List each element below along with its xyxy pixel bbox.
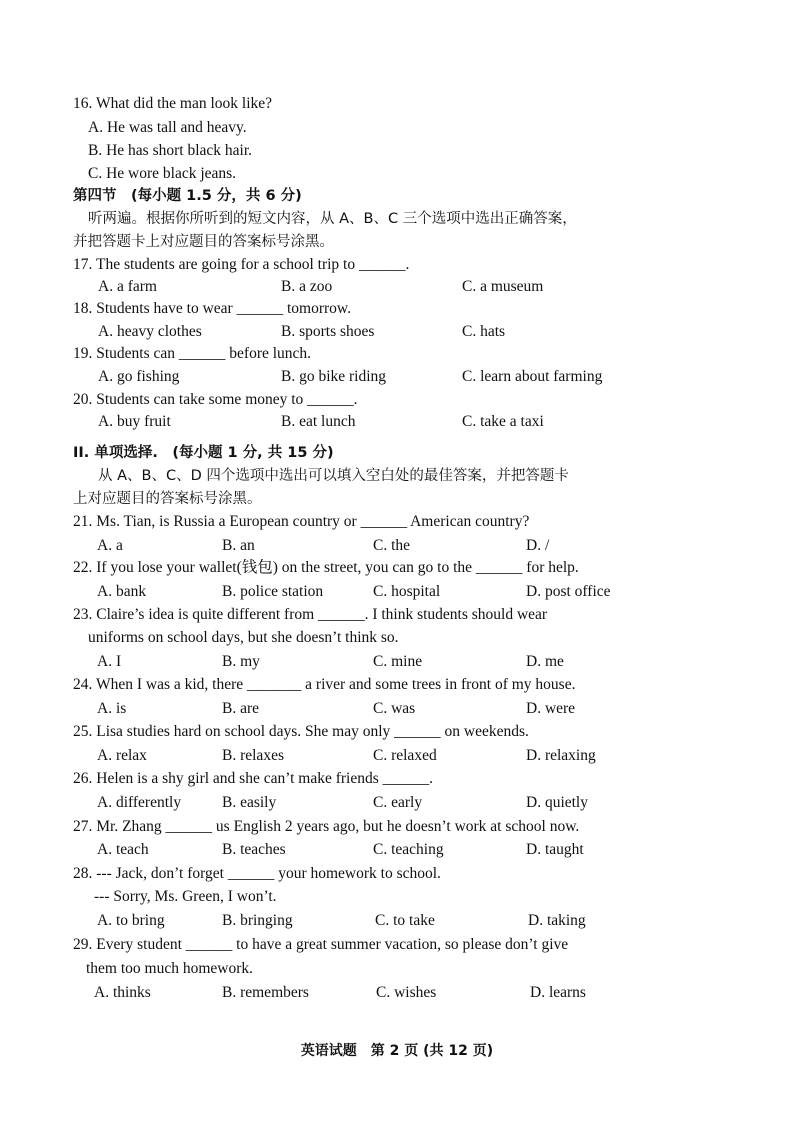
- question-18-option-c: C. hats: [462, 323, 506, 340]
- question-16-option-b: B. He has short black hair.: [88, 142, 253, 159]
- question-22-option-c: C. hospital: [373, 583, 441, 600]
- section-2-instruction-line-1: 从 A、B、C、D 四个选项中选出可以填入空白处的最佳答案，并把答题卡: [98, 468, 569, 484]
- question-19-option-a: A. go fishing: [98, 368, 180, 385]
- section-4-instruction-line-1: 听两遍。根据你所听到的短文内容，从 A、B、C 三个选项中选出正确答案，: [88, 211, 577, 227]
- question-27-option-c: C. teaching: [373, 841, 444, 858]
- question-17-stem: 17. The students are going for a school trip to ______.: [73, 256, 410, 273]
- question-26-option-c: C. early: [373, 794, 423, 811]
- question-24-option-c: C. was: [373, 700, 416, 717]
- question-23-option-a: A. I: [97, 653, 122, 670]
- question-19-option-c: C. learn about farming: [462, 368, 603, 385]
- question-28-option-a: A. to bring: [97, 912, 165, 929]
- question-22-option-b: B. police station: [222, 583, 324, 600]
- question-25-option-d: D. relaxing: [526, 747, 596, 764]
- question-20-option-b: B. eat lunch: [281, 413, 356, 430]
- question-29-stem: 29. Every student ______ to have a great summer vacation, so please don’t give: [73, 936, 569, 953]
- question-19-stem: 19. Students can ______ before lunch.: [73, 345, 312, 362]
- question-22-option-a: A. bank: [97, 583, 147, 600]
- question-28-stem: 28. --- Jack, don’t forget ______ your homework to school.: [73, 865, 441, 882]
- question-26-option-d: D. quietly: [526, 794, 588, 811]
- question-27-stem: 27. Mr. Zhang ______ us English 2 years ago, but he doesn’t work at school now.: [73, 818, 580, 835]
- question-26-option-a: A. differently: [97, 794, 182, 811]
- question-28-option-b: B. bringing: [222, 912, 293, 929]
- question-25-option-c: C. relaxed: [373, 747, 437, 764]
- question-16-option-a: A. He was tall and heavy.: [88, 119, 247, 136]
- question-21-option-c: C. the: [373, 537, 411, 554]
- section-4-title: 第四节 (每小题 1.5 分，共 6 分): [73, 188, 302, 204]
- question-21-option-a: A. a: [97, 537, 123, 554]
- question-17-option-b: B. a zoo: [281, 278, 333, 295]
- question-29-option-c: C. wishes: [376, 984, 437, 1001]
- question-28-option-d: D. taking: [528, 912, 586, 929]
- section-2-instruction-line-2: 上对应题目的答案标号涂黑。: [73, 491, 262, 507]
- question-26-stem: 26. Helen is a shy girl and she can’t make friends ______.: [73, 770, 434, 787]
- question-16-stem: 16. What did the man look like?: [73, 95, 273, 112]
- question-27-option-a: A. teach: [97, 841, 149, 858]
- question-20-option-c: C. take a taxi: [462, 413, 544, 430]
- question-29-option-a: A. thinks: [94, 984, 151, 1001]
- question-18-option-a: A. heavy clothes: [98, 323, 202, 340]
- question-27-option-b: B. teaches: [222, 841, 286, 858]
- question-25-stem: 25. Lisa studies hard on school days. She may only ______ on weekends.: [73, 723, 529, 740]
- question-23-option-b: B. my: [222, 653, 260, 670]
- question-23-option-c: C. mine: [373, 653, 423, 670]
- question-20-option-a: A. buy fruit: [98, 413, 171, 430]
- question-25-option-b: B. relaxes: [222, 747, 284, 764]
- question-17-option-c: C. a museum: [462, 278, 544, 295]
- question-23-stem-continued: uniforms on school days, but she doesn’t think so.: [88, 629, 399, 646]
- question-18-option-b: B. sports shoes: [281, 323, 375, 340]
- question-29-option-d: D. learns: [530, 984, 586, 1001]
- question-20-stem: 20. Students can take some money to ______.: [73, 391, 358, 408]
- question-29-stem-continued: them too much homework.: [86, 960, 254, 977]
- question-28-option-c: C. to take: [375, 912, 435, 929]
- question-25-option-a: A. relax: [97, 747, 147, 764]
- question-21-option-d: D. /: [526, 537, 550, 554]
- question-23-stem: 23. Claire’s idea is quite different from ______. I think students should wear: [73, 606, 548, 623]
- question-18-stem: 18. Students have to wear ______ tomorrow.: [73, 300, 351, 317]
- question-24-option-d: D. were: [526, 700, 576, 717]
- section-4-instruction-line-2: 并把答题卡上对应题目的答案标号涂黑。: [73, 234, 334, 250]
- question-22-option-d: D. post office: [526, 583, 611, 600]
- question-22-stem: 22. If you lose your wallet(钱包) on the street, you can go to the ______ for help.: [73, 559, 579, 576]
- question-21-option-b: B. an: [222, 537, 255, 554]
- question-28-reply: --- Sorry, Ms. Green, I won’t.: [94, 888, 277, 905]
- question-24-option-a: A. is: [97, 700, 127, 717]
- question-17-option-a: A. a farm: [98, 278, 157, 295]
- question-19-option-b: B. go bike riding: [281, 368, 387, 385]
- question-24-option-b: B. are: [222, 700, 260, 717]
- question-27-option-d: D. taught: [526, 841, 584, 858]
- section-2-title: II. 单项选择. (每小题 1 分, 共 15 分): [73, 445, 334, 461]
- question-29-option-b: B. remembers: [222, 984, 309, 1001]
- question-26-option-b: B. easily: [222, 794, 277, 811]
- page-footer: 英语试题 第 2 页 (共 12 页): [300, 1043, 494, 1059]
- question-16-option-c: C. He wore black jeans.: [88, 165, 237, 182]
- question-21-stem: 21. Ms. Tian, is Russia a European country or ______ American country?: [73, 513, 530, 530]
- question-24-stem: 24. When I was a kid, there _______ a river and some trees in front of my house.: [73, 676, 576, 693]
- question-23-option-d: D. me: [526, 653, 564, 670]
